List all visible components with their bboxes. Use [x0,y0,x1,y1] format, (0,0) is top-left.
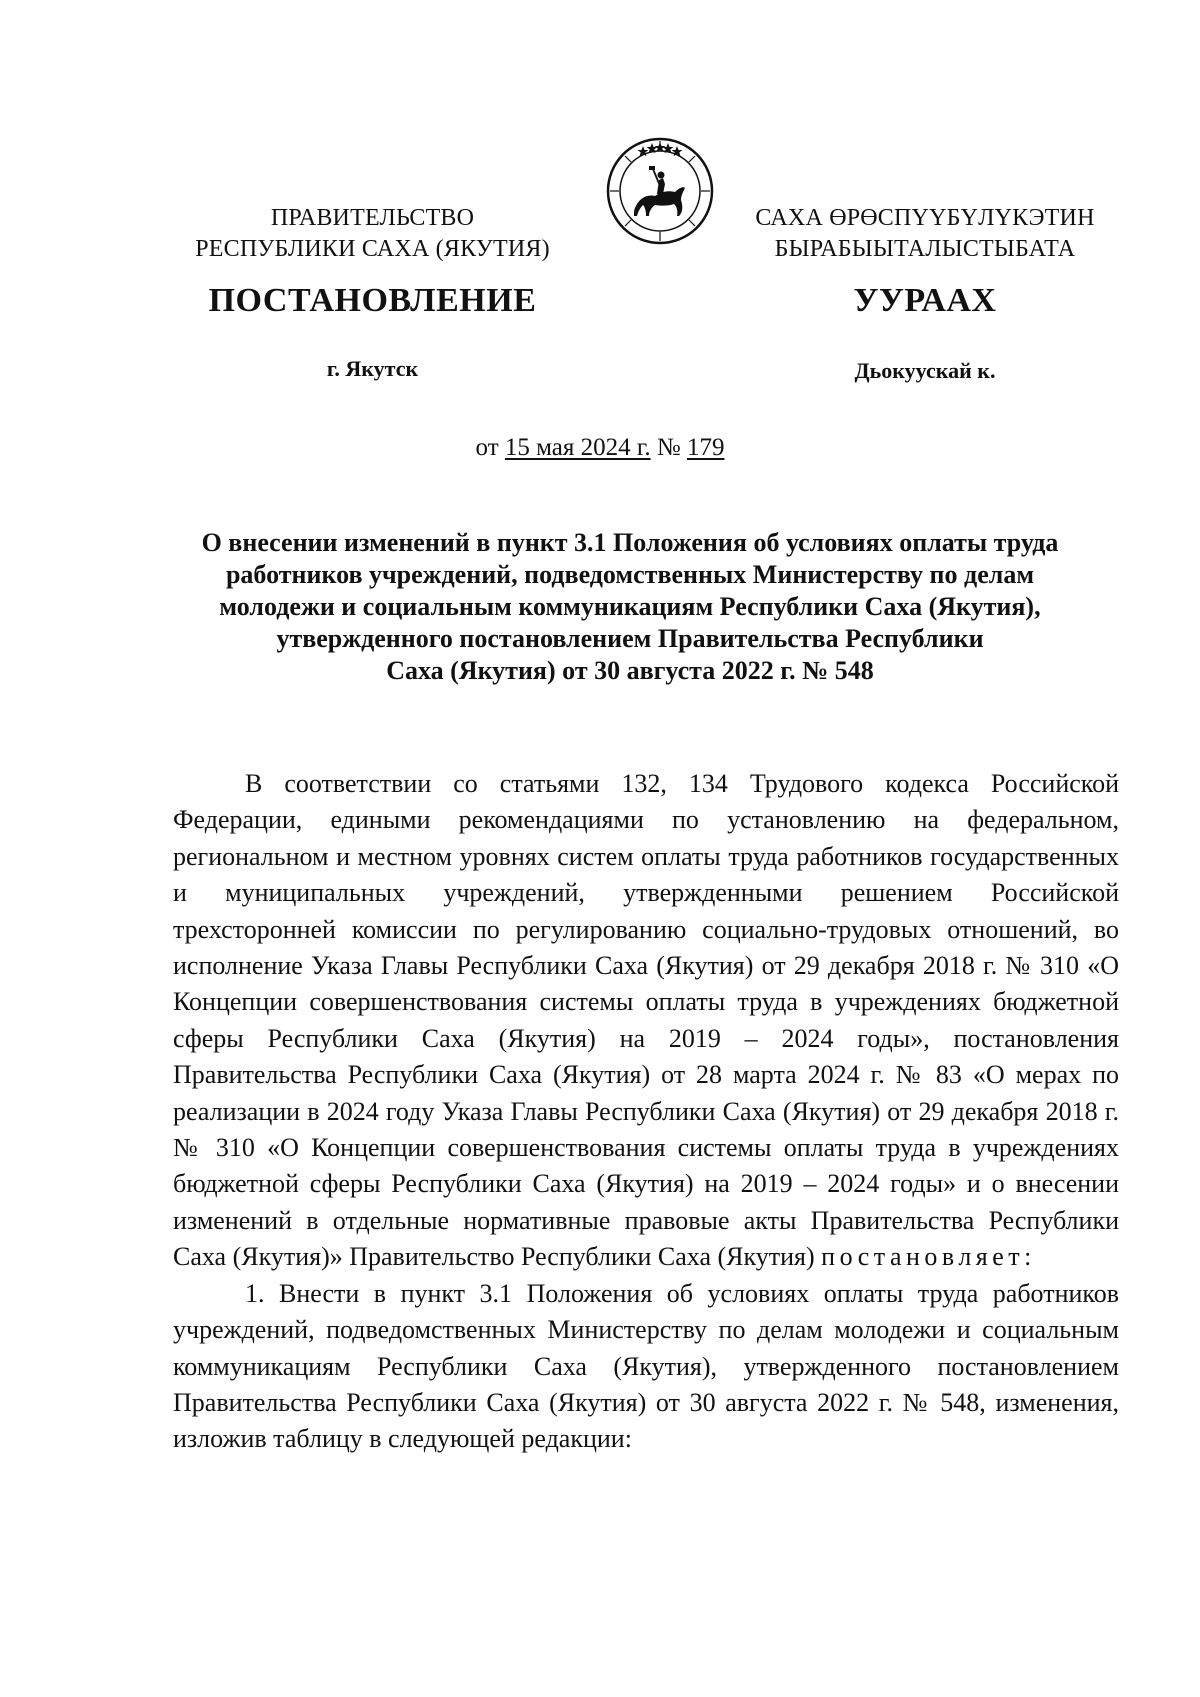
city-russian: г. Якутск [326,356,419,381]
document-type-yakut: УУРААХ [853,282,997,319]
title-line: утвержденного постановлением Правительства Республики [276,624,984,653]
body-paragraph-preamble [173,766,1119,1276]
government-name-yakut [725,203,1125,265]
government-name-yakut-line2: БЫРАБЫЫТАЛЫСТЫБАТА [774,236,1076,262]
title-line: молодежи и социальным коммуникациям Республики Саха (Якутия), [219,592,1041,621]
date-prefix: от [475,434,505,461]
document-title [160,527,1100,687]
city-yakut: Дьокуускай к. [854,358,996,383]
government-name-line1: ПРАВИТЕЛЬСТВО [270,205,475,231]
document-date: 15 мая 2024 г. [504,434,651,461]
document-number: 179 [686,434,725,461]
government-name-yakut-line1: САХА ӨРӨСПҮҮБҮЛҮКЭТИН [755,205,1095,231]
title-line: Саха (Якутия) от 30 августа 2022 г. № 548 [386,656,874,685]
government-name-line2: РЕСПУБЛИКИ САХА (ЯКУТИЯ) [195,236,550,262]
document-date-number [300,432,900,464]
title-line: работников учреждений, подведомственных Министерству по делам [225,560,1035,589]
preamble-colon: : [1024,1242,1032,1272]
document-type-russian: ПОСТАНОВЛЕНИЕ [208,282,537,319]
document-body [173,766,1119,1458]
preamble-text: В соответствии со статьями 132, 134 Трудового кодекса Российской Федерации, едиными рекомендациями по установлению на федеральном, региональном и местном уровнях систем оплаты труда работников государственных и муниципальных учреждений, утвержденными решением Российской трехсторонней комиссии по регулированию социально-трудовых отношений, во исполнение Указа Главы Республики Саха (Якутия) от 29 декабря 2018 г. № 310 «О Концепции совершенствования системы оплаты труда в учреждениях бюджетной сферы Республики Саха (Якутия) на 2019 – 2024 годы», постановления Правительства Республики Саха (Якутия) от 28 марта 2024 г. № 83 «О мерах по реализации в 2024 году Указа Главы Республики Саха (Якутия) от 29 декабря 2018 г. № 310 «О Концепции совершенствования системы оплаты труда в учреждениях бюджетной сферы Республики Саха (Якутия) на 2019 – 2024 годы» и о внесении изменений в отдельные нормативные правовые акты Правительства Республики Саха (Якутия)» Правительство Республики Саха (Якутия) [173,769,1119,1272]
government-name-russian [150,203,595,265]
body-paragraph-item-1: 1. Внести в пункт 3.1 Положения об условиях оплаты труда работников учреждений, подведомственных Министерству по делам молодежи и социальным коммуникациям Республики Саха (Якутия), утвержденного постановлением Правительства Республики Саха (Якутия) от 30 августа 2022 г. № 548, изменения, изложив таблицу в следующей редакции: [173,1278,1119,1454]
resolve-word: постановляет [821,1242,1025,1272]
number-sign: № [650,434,687,461]
title-line: О внесении изменений в пункт 3.1 Положения об условиях оплаты труда [201,528,1059,557]
coat-of-arms-emblem-icon [605,136,715,246]
